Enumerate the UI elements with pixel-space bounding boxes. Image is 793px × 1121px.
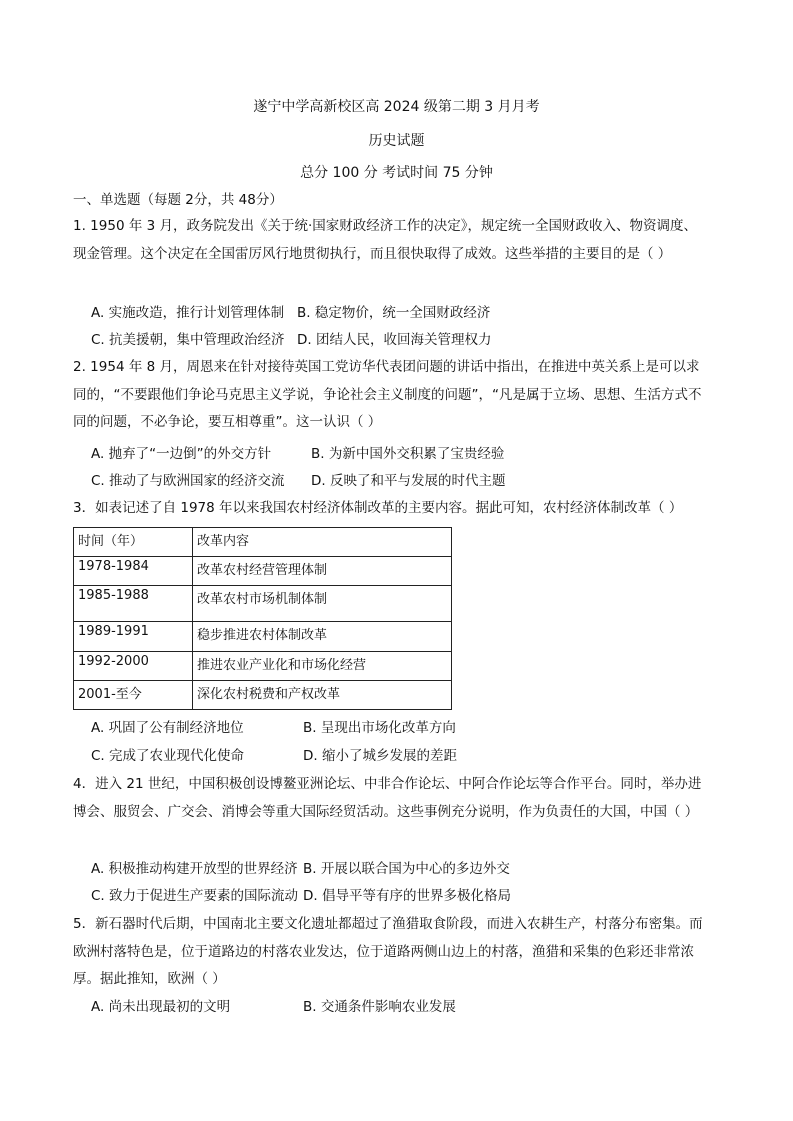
table-cell: 推进农业产业化和市场化经营 <box>193 652 452 681</box>
table-row <box>74 622 452 652</box>
table-cell: 深化农村税费和产权改革 <box>193 681 452 710</box>
question-5-option-a[interactable]: A. 尚未出现最初的文明 <box>91 999 231 1015</box>
question-2-stem: 2. 1954 年 8 月，周恩来在针对接待英国工党访华代表团问题的讲话中指出，在推进中英关系上是可以求同的，“不要跟他们争论马克思主义学说，争论社会主义制度的问题”，“凡是属于立场、思想、生活方式不同的问题，不必争论，要互相尊重”。这一认识（ ） <box>73 359 702 430</box>
question-5-option-b[interactable]: B. 交通条件影响农业发展 <box>303 999 456 1015</box>
question-4-stem: 4．进入 21 世纪，中国积极创设博鳌亚洲论坛、中非合作论坛、中阿合作论坛等合作平台。同时，举办进博会、服贸会、广交会、消博会等重大国际经贸活动。这些事例充分说明，作为负责任的大国，中国（ ） <box>73 776 702 820</box>
table-cell: 2001-至今 <box>74 681 193 710</box>
question-3-stem: 3．如表记述了自 1978 年以来我国农村经济体制改革的主要内容。据此可知，农村经济体制改革（ ） <box>73 500 683 516</box>
table-cell: 稳步推进农村体制改革 <box>193 622 452 652</box>
reform-table <box>73 527 452 710</box>
question-1-option-a[interactable]: A. 实施改造，推行计划管理体制 <box>91 305 285 321</box>
table-header-cell: 改革内容 <box>193 528 452 557</box>
table-row <box>74 557 452 586</box>
question-3-option-d[interactable]: D. 缩小了城乡发展的差距 <box>303 748 457 764</box>
question-3-option-c[interactable]: C. 完成了农业现代化使命 <box>91 748 245 764</box>
exam-title: 遂宁中学高新校区高 2024 级第二期 3 月月考 <box>253 99 540 115</box>
question-3-option-a[interactable]: A. 巩固了公有制经济地位 <box>91 720 244 736</box>
table-cell: 改革农村市场机制体制 <box>193 586 452 622</box>
question-1-option-d[interactable]: D. 团结人民，收回海关管理权力 <box>297 332 492 348</box>
table-row <box>74 652 452 681</box>
table-header-cell: 时间（年） <box>74 528 193 557</box>
question-4-option-a[interactable]: A. 积极推动构建开放型的世界经济 <box>91 861 298 877</box>
table-cell: 1992-2000 <box>74 652 193 681</box>
table-cell: 1978-1984 <box>74 557 193 586</box>
exam-score-time: 总分 100 分 考试时间 75 分钟 <box>300 165 493 181</box>
question-2-option-d[interactable]: D. 反映了和平与发展的时代主题 <box>311 473 506 489</box>
section-heading: 一、单选题（每题 2分，共 48分） <box>73 192 283 208</box>
question-3-option-b[interactable]: B. 呈现出市场化改革方向 <box>303 720 456 736</box>
question-5-stem: 5．新石器时代后期，中国南北主要文化遗址都超过了渔猎取食阶段，而进入农耕生产，村落分布密集。而欧洲村落特色是，位于道路边的村落农业发达，位于道路两侧山边上的村落，渔猎和采集的色彩还非常浓厚。据此推知，欧洲（ ） <box>73 916 703 987</box>
question-2-option-b[interactable]: B. 为新中国外交积累了宝贵经验 <box>311 446 505 462</box>
question-2-option-c[interactable]: C. 推动了与欧洲国家的经济交流 <box>91 473 285 489</box>
question-1-option-c[interactable]: C. 抗美援朝，集中管理政治经济 <box>91 332 285 348</box>
table-header-row <box>74 528 452 557</box>
question-4-option-b[interactable]: B. 开展以联合国为中心的多边外交 <box>303 861 510 877</box>
question-1-stem: 1. 1950 年 3 月，政务院发出《关于统·国家财政经济工作的决定》，规定统一全国财政收入、物资调度、现金管理。这个决定在全国雷厉风行地贯彻执行，而且很快取得了成效。这些举措的主要目的是（ ） <box>73 218 698 262</box>
question-1-option-b[interactable]: B. 稳定物价，统一全国财政经济 <box>297 305 491 321</box>
table-cell: 1985-1988 <box>74 586 193 622</box>
table-cell: 1989-1991 <box>74 622 193 652</box>
table-row <box>74 586 452 622</box>
question-4-option-d[interactable]: D. 倡导平等有序的世界多极化格局 <box>303 888 511 904</box>
table-row <box>74 681 452 710</box>
question-4-option-c[interactable]: C. 致力于促进生产要素的国际流动 <box>91 888 299 904</box>
exam-subject: 历史试题 <box>368 133 425 149</box>
question-2-option-a[interactable]: A. 抛弃了“一边倒”的外交方针 <box>91 446 272 462</box>
table-cell: 改革农村经营管理体制 <box>193 557 452 586</box>
